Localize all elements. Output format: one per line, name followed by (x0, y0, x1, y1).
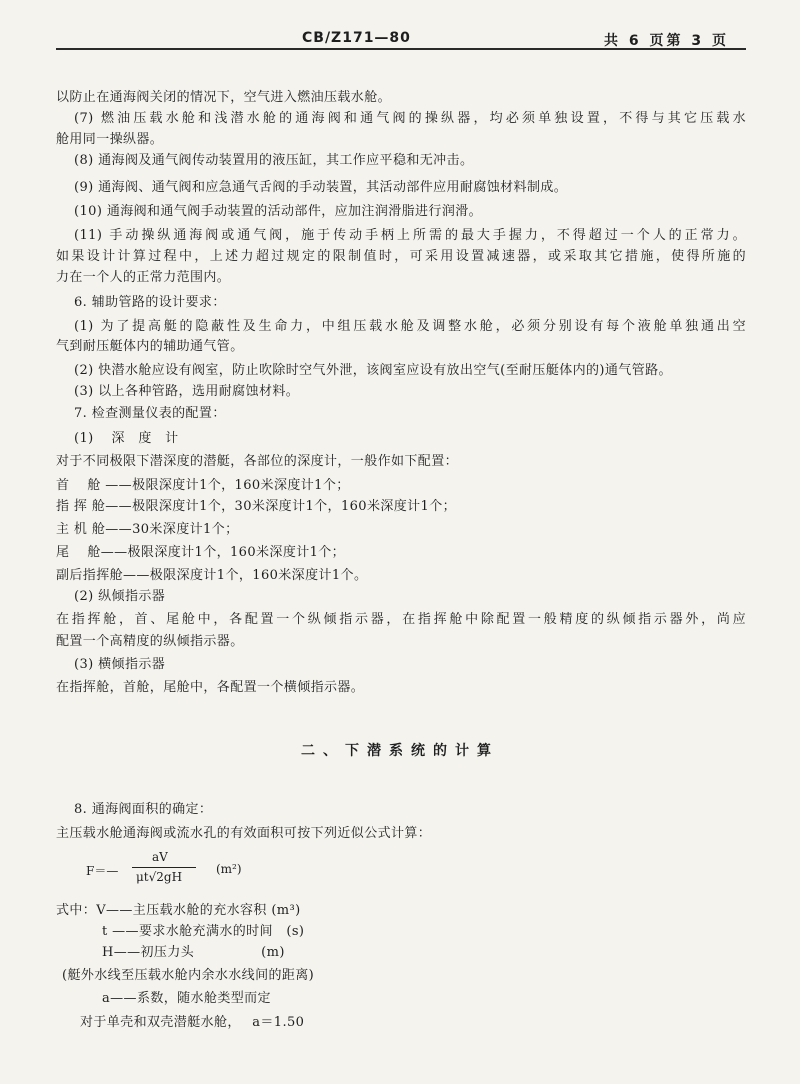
formula-numerator: aV (152, 850, 168, 864)
subsection-heading: (2) 纵倾指示器 (74, 589, 166, 604)
text-line: 如果设计计算过程中，上述力超过规定的限制值时，可采用设置减速器，或采取其它措施，使得所施的 (56, 249, 746, 264)
formula-denominator: μt√2gH (136, 870, 183, 884)
text-line: (9) 通海阀、通气阀和应急通气舌阀的手动装置，其活动部件应用耐腐蚀材料制成。 (74, 180, 568, 195)
text-line: 在指挥舱，首、尾舱中，各配置一个纵倾指示器，在指挥舱中除配置一般精度的纵倾指示器外，尚应 (56, 612, 746, 627)
section-heading: 7. 检查测量仪表的配置： (74, 406, 226, 421)
text-line: (8) 通海阀及通气阀传动装置用的液压缸，其工作应平稳和无冲击。 (74, 153, 474, 168)
text-line: 以防止在通海阀关闭的情况下，空气进入燃油压载水舱。 (56, 90, 392, 105)
section-heading: 6. 辅助管路的设计要求： (74, 295, 226, 310)
fraction-bar (132, 867, 196, 868)
formula-unit: (m²) (216, 862, 242, 876)
text-line: a——系数，随水舱类型而定 (102, 991, 271, 1006)
text-line: t ——要求水舱充满水的时间 (s) (102, 924, 305, 939)
header-rule (56, 48, 746, 50)
text-line: 副后指挥舱——极限深度计1个，160米深度计1个。 (56, 568, 368, 583)
text-line: (11) 手动操纵通海阀或通气阀，施于传动手柄上所需的最大手握力，不得超过一个人的正常力。 (74, 228, 746, 243)
text-line: 主压载水舱通海阀或流水孔的有效面积可按下列近似公式计算： (56, 826, 432, 841)
text-line: (艇外水线至压载水舱内余水水线间的距离) (62, 968, 315, 983)
text-line: (7) 燃油压载水舱和浅潜水舱的通海阀和通气阀的操纵器，均必须单独设置，不得与其它压载水 (74, 111, 746, 126)
text-line: 力在一个人的正常力范围内。 (56, 270, 231, 285)
text-line: 主 机 舱——30米深度计1个； (56, 522, 239, 537)
text-line: 对于不同极限下潜深度的潜艇，各部位的深度计，一般作如下配置： (56, 454, 459, 469)
text-line: 配置一个高精度的纵倾指示器。 (56, 634, 244, 649)
text-line: 舱用同一操纵器。 (56, 132, 164, 147)
text-line: (1) 为了提高艇的隐蔽性及生命力，中组压载水舱及调整水舱，必须分别设有每个液舱单独通出空 (74, 319, 746, 334)
text-line: (10) 通海阀和通气阀手动装置的活动部件，应加注润滑脂进行润滑。 (74, 204, 483, 219)
text-line: 式中：V——主压载水舱的充水容积 (m³) (56, 903, 301, 918)
text-line: 在指挥舱，首舱，尾舱中，各配置一个横倾指示器。 (56, 680, 365, 695)
text-line: 尾 舱——极限深度计1个，160米深度计1个； (56, 545, 346, 560)
text-line: 指 挥 舱——极限深度计1个，30米深度计1个，160米深度计1个； (56, 499, 457, 514)
page-header (56, 26, 746, 48)
text-line: (3) 以上各种管路，选用耐腐蚀材料。 (74, 384, 300, 399)
area-formula (86, 846, 386, 892)
text-line: (2) 快潜水舱应设有阀室，防止吹除时空气外泄，该阀室应设有放出空气(至耐压艇体内的)通气管路。 (74, 363, 672, 378)
formula-lhs: F＝— (86, 864, 119, 878)
standard-number: CB/Z171—80 (302, 30, 411, 46)
text-line: 对于单壳和双壳潜艇水舱， a＝1.50 (80, 1015, 305, 1030)
page-indicator: 共 6 页第 3 页 (604, 33, 729, 49)
subsection-heading: (3) 横倾指示器 (74, 657, 166, 672)
text-line: 首 舱 ——极限深度计1个，160米深度计1个； (56, 478, 350, 493)
subsection-heading: (1) 深 度 计 (74, 431, 179, 446)
section-title: 二、下潜系统的计算 (301, 743, 499, 759)
section-heading: 8. 通海阀面积的确定： (74, 802, 213, 817)
text-line: 气到耐压艇体内的辅助通气管。 (56, 339, 244, 354)
text-line: H——初压力头 (m) (102, 945, 285, 960)
